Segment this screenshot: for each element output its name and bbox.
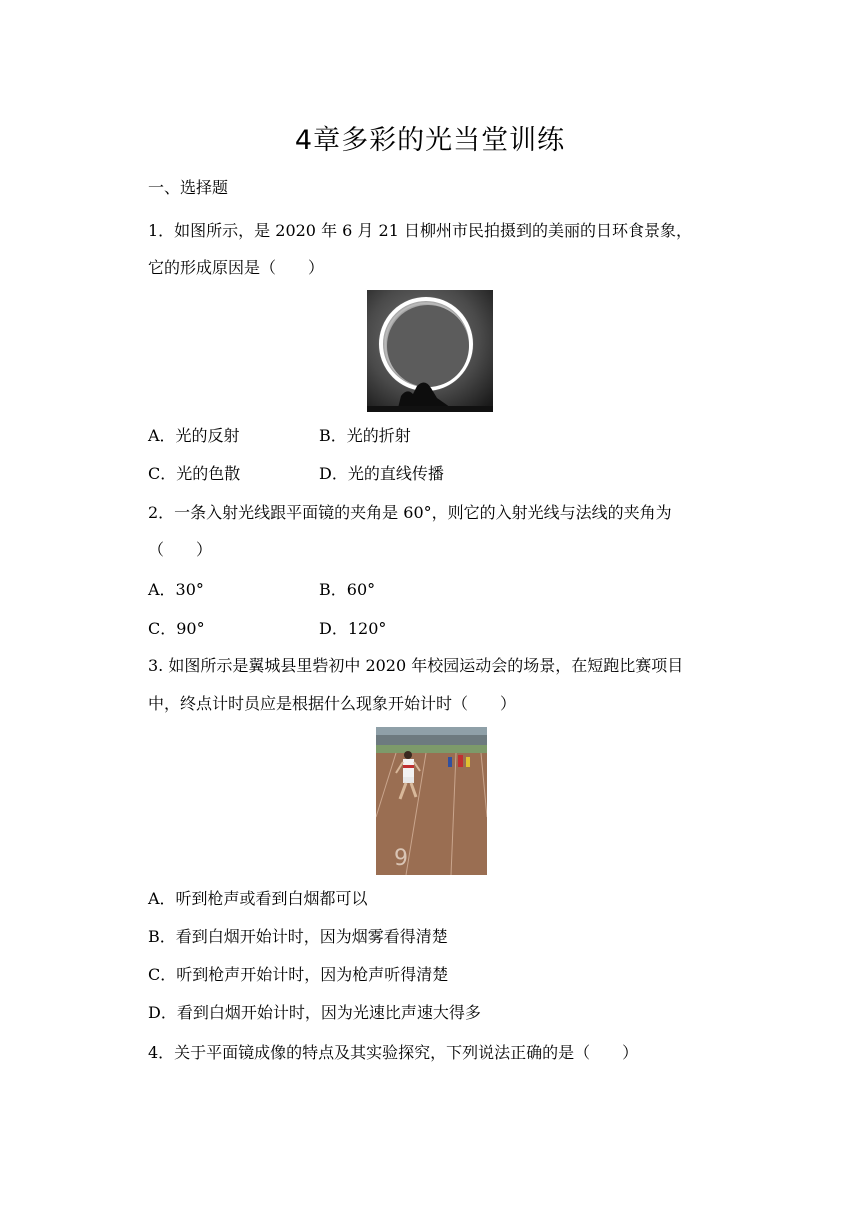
q2-option-c: C．90° bbox=[148, 619, 205, 638]
q2-stem-line2: （ ） bbox=[148, 540, 213, 559]
q1-option-c: C．光的色散 bbox=[148, 464, 241, 483]
q1-option-d: D．光的直线传播 bbox=[319, 464, 444, 483]
svg-text:9: 9 bbox=[394, 846, 408, 871]
document-title: 4章多彩的光当堂训练 bbox=[294, 125, 566, 156]
q3-option-c: C．听到枪声开始计时，因为枪声听得清楚 bbox=[148, 965, 449, 984]
section-heading: 一、选择题 bbox=[148, 178, 229, 197]
q2-option-b: B．60° bbox=[319, 580, 376, 599]
q3-option-d: D．看到白烟开始计时，因为光速比声速大得多 bbox=[148, 1003, 481, 1022]
q2-stem-line1: 2．一条入射光线跟平面镜的夹角是 60°，则它的入射光线与法线的夹角为 bbox=[148, 503, 672, 522]
q3-stem-line2: 中，终点计时员应是根据什么现象开始计时（ ） bbox=[148, 694, 517, 713]
q3-option-a: A．听到枪声或看到白烟都可以 bbox=[148, 889, 368, 908]
q2-option-d: D．120° bbox=[319, 619, 387, 638]
q1-option-a: A．光的反射 bbox=[148, 426, 240, 445]
q2-option-a: A．30° bbox=[148, 580, 204, 599]
q3-stem-line1: 3. 如图所示是翼城县里砦初中 2020 年校园运动会的场景，在短跑比赛项目 bbox=[148, 656, 684, 675]
annular-eclipse-photo bbox=[367, 290, 493, 412]
q4-stem-line1: 4．关于平面镜成像的特点及其实验探究，下列说法正确的是（ ） bbox=[148, 1043, 639, 1062]
q1-stem-line2: 它的形成原因是（ ） bbox=[148, 258, 325, 277]
q1-option-b: B．光的折射 bbox=[319, 426, 411, 445]
q1-stem-line1: 1．如图所示，是 2020 年 6 月 21 日柳州市民拍摄到的美丽的日环食景象， bbox=[148, 221, 692, 240]
sprint-race-photo bbox=[376, 727, 487, 875]
q3-option-b: B．看到白烟开始计时，因为烟雾看得清楚 bbox=[148, 927, 448, 946]
